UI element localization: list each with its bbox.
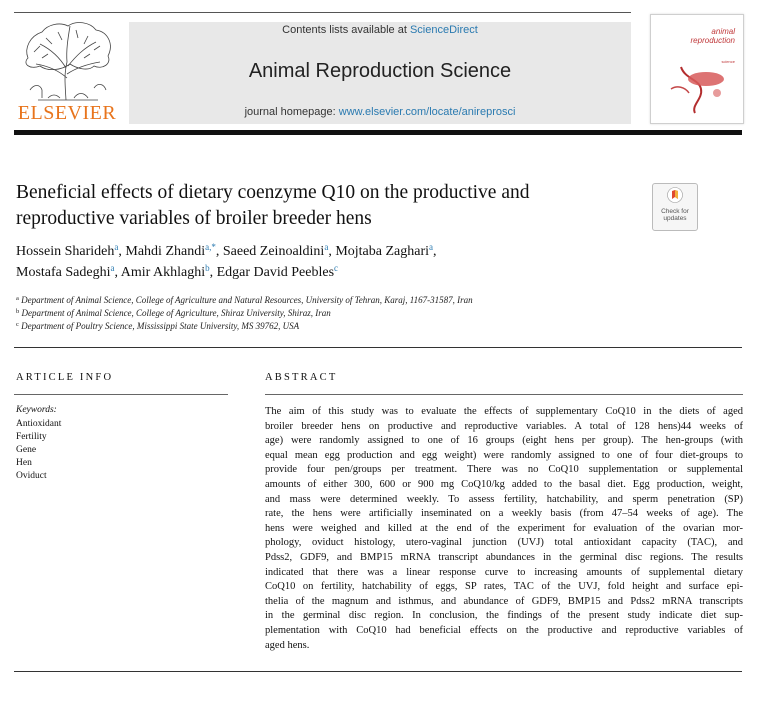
elsevier-tree-icon [18, 18, 116, 102]
homepage-prefix: journal homepage: [244, 106, 339, 118]
elsevier-logo[interactable] [14, 16, 120, 126]
cover-title-line-3: science [721, 59, 735, 64]
affiliation-item [16, 307, 716, 320]
author-name[interactable]: Hossein Sharideh [16, 244, 115, 259]
abstract-line: hens were weighed and killed at the end of the experiment for evaluation of the ovarian mor- [265, 522, 743, 534]
abstract-line: age) were randomly assigned to one of 16 groups (eight hens per group). The hen-groups (with [265, 435, 743, 447]
abstract-line: rate, the hens were artificially inseminated on a weekly basis (from 47–54 weeks of age). The [265, 508, 743, 520]
abstract-line: in the germinal disc region. In conclusion, the findings of the present study indicate diet sup- [265, 610, 743, 622]
author-affiliation-ref[interactable]: a [110, 263, 115, 273]
contents-line [129, 24, 631, 36]
check-updates-line-1: Check for [661, 208, 689, 215]
abstract-line: CoQ10 on fertility, hatchability of eggs, SP rates, TAC of the UVJ, fold height and surface epi- [265, 581, 743, 593]
article-info-heading: ARTICLE INFO [16, 372, 114, 383]
abstract-divider [265, 394, 743, 395]
article-title-line-1: Beneficial effects of dietary coenzyme Q10 on the productive and [16, 182, 530, 203]
author-affiliation-ref[interactable]: a [114, 242, 119, 252]
abstract-line: aged hens. [265, 639, 310, 651]
affiliation-item [16, 320, 716, 333]
publisher-wordmark: ELSEVIER [17, 102, 117, 124]
affiliation-text: Department of Animal Science, College of Agriculture, Shiraz University, Shiraz, Iran [21, 308, 331, 318]
affiliation-text: Department of Poultry Science, Mississippi State University, MS 39762, USA [21, 321, 300, 331]
abstract-line: Pdss2, GDF9, and BMP15 mRNA transcript abundances in the germinal disc regions. The results [265, 551, 743, 563]
cover-illustration-icon [651, 59, 743, 121]
cover-title-line-1: animal [711, 27, 735, 36]
author-name[interactable]: Mahdi Zhandi [125, 244, 206, 259]
abstract-heading: ABSTRACT [265, 372, 338, 383]
author-affiliation-ref[interactable]: c [334, 263, 339, 273]
abstract-line: provide four pen/groups per treatment. There was no CoQ10 supplementation or supplemental [265, 464, 743, 476]
cover-title [659, 27, 735, 45]
author-name[interactable]: Saeed Zeinoaldini [222, 244, 325, 259]
cover-title-line-2: reproduction [690, 36, 735, 45]
affiliation-marker: c [16, 321, 19, 328]
abstract-line: plementation with CoQ10 had beneficial effects on the productive and reproductive variables of [265, 624, 743, 636]
author-separator: , [215, 244, 223, 259]
keyword-list [16, 418, 61, 483]
journal-cover-thumbnail[interactable] [650, 14, 744, 124]
author-separator: , [209, 265, 217, 280]
abstract-line: indicated that there was a linear response curve to increasing amounts of supplemental dietary [265, 566, 743, 578]
author-name[interactable]: Mostafa Sadeghi [16, 265, 111, 280]
abstract-line: and mass were determined weekly. To assess fertility, hatchability, and sperm penetration (SP) [265, 493, 743, 505]
abstract-line: broiler breeder hens on productive and reproductive variables. A total of 128 hens)44 weeks of [265, 420, 743, 432]
author-affiliation-ref[interactable]: b [205, 263, 210, 273]
author-name[interactable]: Edgar David Peebles [216, 265, 335, 280]
check-updates-line-2: updates [663, 215, 687, 222]
keyword-item[interactable]: Gene [16, 445, 37, 455]
abstract-line: amounts of either 300, 600 or 900 mg CoQ10/kg added to the basal diet. Egg production, weight, [265, 478, 743, 490]
sciencedirect-link[interactable]: ScienceDirect [409, 24, 478, 36]
abstract-line: phology, oviduct histology, utero-vaginal junction (UVJ) total antioxidant capacity (TAC), and [265, 537, 743, 549]
header-divider [14, 130, 742, 135]
author-separator: , [433, 244, 437, 259]
keyword-item[interactable]: Hen [16, 458, 32, 468]
homepage-link[interactable]: www.elsevier.com/locate/anireprosci [338, 106, 516, 118]
author-separator: , [114, 265, 121, 280]
check-for-updates-button[interactable] [652, 183, 698, 231]
affiliation-list [16, 294, 716, 333]
journal-banner [129, 22, 631, 124]
header-top-rule [14, 12, 631, 13]
keyword-item[interactable]: Fertility [16, 432, 47, 442]
author-name[interactable]: Mojtaba Zaghari [335, 244, 430, 259]
affiliation-marker: b [16, 308, 20, 315]
article-title-line-2: reproductive variables of broiler breeder hens [16, 208, 372, 229]
keyword-item[interactable]: Antioxidant [16, 419, 62, 429]
affiliation-marker: a [16, 295, 19, 302]
keyword-item[interactable]: Oviduct [16, 471, 47, 481]
author-separator: , [118, 244, 126, 259]
author-separator: , [328, 244, 336, 259]
author-affiliation-ref[interactable]: a [324, 242, 329, 252]
abstract-bottom-rule [14, 671, 742, 672]
contents-prefix: Contents lists available at [282, 24, 410, 36]
abstract-line: The aim of this study was to evaluate the effects of supplementary CoQ10 in the diets of aged [265, 406, 743, 417]
check-updates-label [653, 208, 697, 222]
author-list [16, 241, 716, 283]
homepage-line [129, 106, 631, 118]
abstract-line: thelia of the magnum and isthmus, and abundance of GDF9, BMP15 and Pdss2 mRNA transcripts [265, 595, 743, 607]
journal-title: Animal Reproduction Science [248, 60, 512, 82]
article-title [16, 180, 646, 232]
abstract-body [265, 405, 743, 653]
author-name[interactable]: Amir Akhlaghi [120, 265, 206, 280]
affiliation-item [16, 294, 716, 307]
author-line-2 [16, 262, 716, 283]
affiliation-text: Department of Animal Science, College of Agriculture and Natural Resources, University of Tehran, Karaj, 1167-31587, Iran [21, 295, 473, 305]
article-info-divider [14, 394, 228, 395]
keywords-label: Keywords: [16, 405, 57, 415]
affiliation-divider [14, 347, 742, 348]
author-line-1 [16, 241, 716, 262]
author-affiliation-ref[interactable]: a [429, 242, 434, 252]
abstract-line: equal mean egg production and egg weight) were randomly assigned to one of four diet-groups to [265, 449, 743, 461]
check-updates-icon [667, 187, 683, 203]
author-affiliation-ref[interactable]: a,* [205, 242, 216, 252]
